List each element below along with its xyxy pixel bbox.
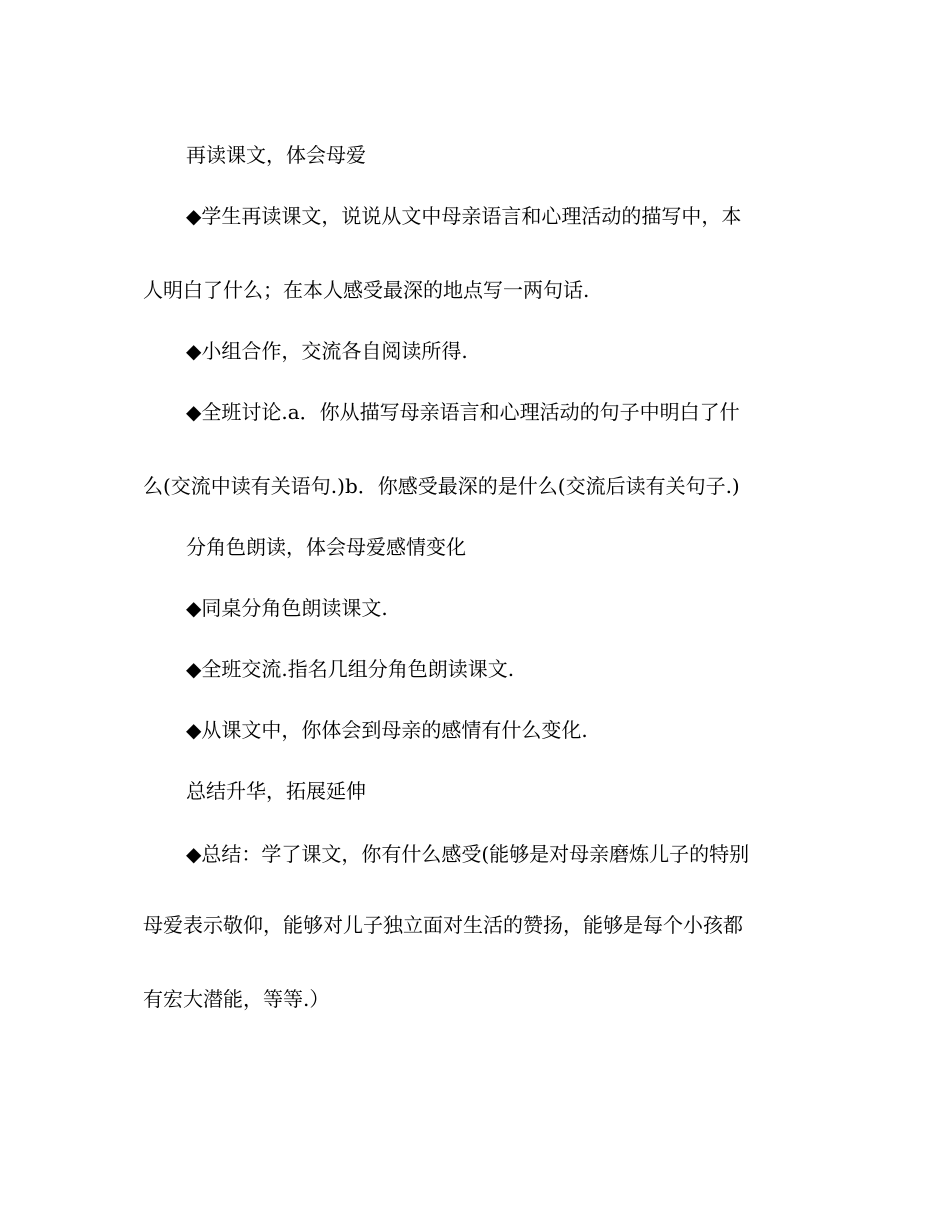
paragraph-line: ◆总结：学了课文，你有什么感受(能够是对母亲磨炼儿子的特别 [186, 842, 750, 866]
section-heading-role-reading: 分角色朗读，体会母爱感情变化 [186, 535, 466, 559]
paragraph-line: 有宏大潜能，等等.） [143, 987, 330, 1011]
section-heading-reread: 再读课文，体会母爱 [186, 143, 366, 167]
paragraph-line: ◆从课文中，你体会到母亲的感情有什么变化. [186, 718, 588, 742]
paragraph-line: ◆小组合作，交流各自阅读所得. [186, 339, 468, 363]
paragraph-line: 么(交流中读有关语句.)b．你感受最深的是什么(交流后读有关句子.) [143, 474, 740, 498]
paragraph-line: ◆同桌分角色朗读课文. [186, 596, 388, 620]
paragraph-line: ◆全班交流.指名几组分角色朗读课文. [186, 657, 515, 681]
paragraph-line: 人明白了什么；在本人感受最深的地点写一两句话. [143, 278, 590, 302]
paragraph-line: 母爱表示敬仰，能够对儿子独立面对生活的赞扬，能够是每个小孩都 [143, 913, 743, 937]
paragraph-line: ◆全班讨论.a．你从描写母亲语言和心理活动的句子中明白了什 [186, 400, 740, 424]
section-heading-summary: 总结升华，拓展延伸 [186, 779, 366, 803]
paragraph-line: ◆学生再读课文，说说从文中母亲语言和心理活动的描写中，本 [186, 204, 742, 228]
